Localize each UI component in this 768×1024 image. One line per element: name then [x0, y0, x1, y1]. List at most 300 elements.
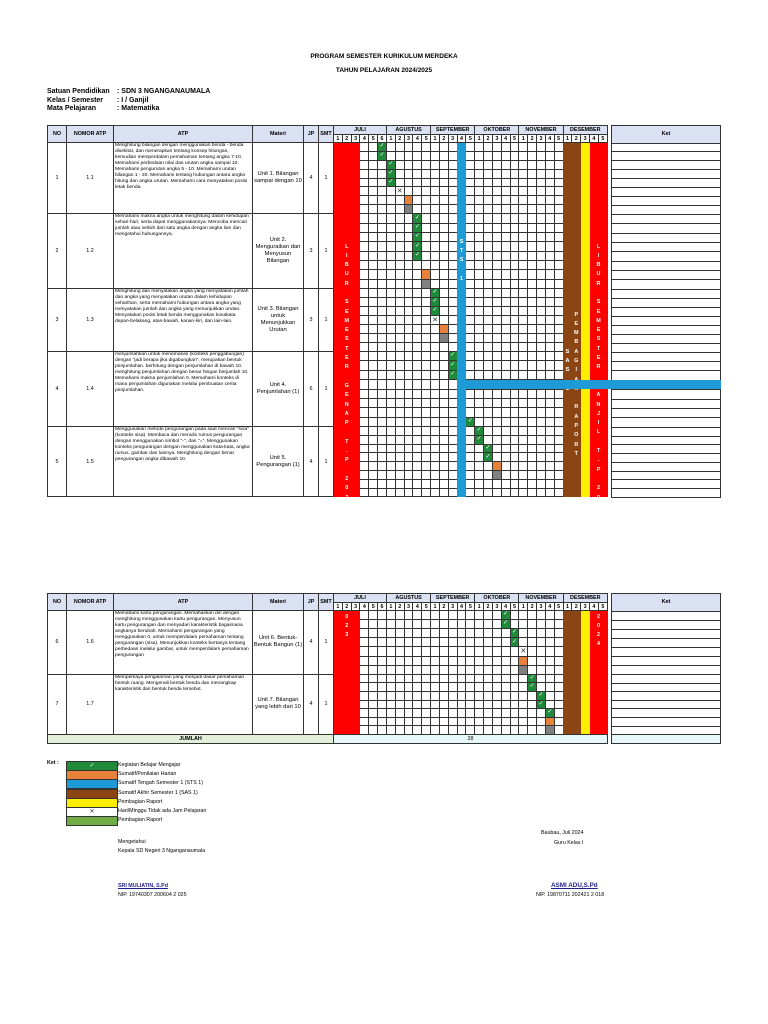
- week-cell: [422, 700, 431, 709]
- row-nomor-atp: 1.2: [67, 214, 114, 289]
- header-smt: SMT: [319, 126, 334, 143]
- kbm-check-icon: ✓: [448, 352, 457, 361]
- week-cell: [501, 398, 510, 407]
- week-cell: [466, 674, 475, 683]
- week-cell: [439, 223, 448, 232]
- week-cell: [484, 242, 493, 251]
- week-cell: [484, 298, 493, 307]
- week-cell: [484, 279, 493, 288]
- week-cell: [404, 479, 413, 488]
- week-cell: [501, 261, 510, 270]
- week-cell: [413, 479, 422, 488]
- week-cell: [386, 488, 395, 497]
- kbm-check-icon: ✓: [475, 427, 484, 436]
- week-cell: [386, 187, 395, 196]
- week-cell: [475, 470, 484, 479]
- sumatif-harian-cell: [545, 717, 554, 726]
- week-cell: [439, 298, 448, 307]
- week-cell: [395, 647, 404, 656]
- week-cell: [413, 620, 422, 629]
- week-cell: [484, 674, 493, 683]
- week-cell: [360, 343, 369, 352]
- week-cell: [484, 325, 493, 334]
- week-cell: [528, 398, 537, 407]
- week-cell: [404, 261, 413, 270]
- week-cell: [378, 488, 387, 497]
- week-cell: [369, 427, 378, 436]
- row-materi: Unit 3. Bilangan untuk Menunjukkan Urutan: [253, 289, 304, 352]
- week-cell: [413, 665, 422, 674]
- week-cell: [422, 380, 431, 389]
- week-cell: [484, 417, 493, 426]
- week-cell: [492, 427, 501, 436]
- kbm-check-icon: ✓: [484, 444, 493, 453]
- gray-cell: [519, 665, 528, 674]
- week-cell: [413, 325, 422, 334]
- week-cell: [404, 289, 413, 298]
- week-cell: [395, 298, 404, 307]
- row-nomor-atp: 1.1: [67, 143, 114, 214]
- row-smt: 1: [319, 214, 334, 289]
- kepala-title: Kepala SD Negeri 3 Nganganaumala: [118, 848, 206, 854]
- week-cell: [510, 479, 519, 488]
- week-cell: [448, 674, 457, 683]
- week-cell: [404, 726, 413, 735]
- week-cell: [360, 196, 369, 205]
- week-cell: [395, 629, 404, 638]
- gray-cell: [439, 334, 448, 343]
- week-cell: [537, 717, 546, 726]
- week-cell: [378, 214, 387, 223]
- week-cell: [537, 160, 546, 169]
- week-cell: [413, 307, 422, 316]
- week-cell: [431, 700, 440, 709]
- week-cell: [431, 380, 440, 389]
- week-cell: [386, 700, 395, 709]
- week-cell: [395, 242, 404, 251]
- week-cell: [484, 389, 493, 398]
- week-cell: [404, 700, 413, 709]
- week-cell: [545, 444, 554, 453]
- week-cell: [545, 169, 554, 178]
- week-number: 4: [457, 135, 466, 143]
- mengetahui-label: Mengetahui: [118, 839, 146, 845]
- week-cell: [484, 665, 493, 674]
- week-number: 5: [422, 603, 431, 611]
- kbm-check-icon: ✓: [386, 178, 395, 187]
- week-cell: [439, 270, 448, 279]
- week-number: 2: [528, 603, 537, 611]
- week-cell: [545, 620, 554, 629]
- ket-cell: [612, 161, 721, 170]
- week-number: 2: [572, 135, 581, 143]
- week-cell: [386, 665, 395, 674]
- week-cell: [501, 435, 510, 444]
- week-cell: [519, 408, 528, 417]
- week-cell: [519, 717, 528, 726]
- week-cell: [422, 196, 431, 205]
- week-cell: [519, 214, 528, 223]
- week-cell: [413, 691, 422, 700]
- week-cell: [537, 361, 546, 370]
- week-cell: [510, 261, 519, 270]
- month-header: NOVEMBER: [519, 594, 563, 603]
- week-cell: [466, 232, 475, 241]
- week-cell: [413, 700, 422, 709]
- week-cell: [545, 334, 554, 343]
- week-cell: [369, 289, 378, 298]
- week-cell: [537, 307, 546, 316]
- week-cell: [431, 620, 440, 629]
- week-cell: [457, 674, 466, 683]
- week-cell: [386, 298, 395, 307]
- week-cell: [378, 453, 387, 462]
- week-cell: [484, 638, 493, 647]
- week-cell: [501, 638, 510, 647]
- week-cell: [386, 151, 395, 160]
- week-cell: [466, 665, 475, 674]
- week-cell: [554, 647, 563, 656]
- week-cell: [386, 289, 395, 298]
- week-cell: [422, 398, 431, 407]
- week-cell: [501, 665, 510, 674]
- week-cell: [484, 427, 493, 436]
- week-cell: [528, 334, 537, 343]
- week-cell: [413, 435, 422, 444]
- week-cell: [439, 196, 448, 205]
- row-no: 3: [48, 289, 67, 352]
- week-cell: [369, 462, 378, 471]
- week-number: 4: [413, 603, 422, 611]
- legend-title: Ket :: [47, 760, 59, 766]
- week-cell: [545, 408, 554, 417]
- week-cell: [554, 298, 563, 307]
- week-cell: [422, 232, 431, 241]
- week-cell: [545, 279, 554, 288]
- week-cell: [501, 700, 510, 709]
- week-cell: [537, 270, 546, 279]
- week-cell: [439, 160, 448, 169]
- week-cell: [439, 427, 448, 436]
- week-cell: [528, 726, 537, 735]
- week-cell: [537, 444, 546, 453]
- week-cell: [448, 151, 457, 160]
- week-cell: [448, 242, 457, 251]
- kbm-check-icon: ✓: [413, 251, 422, 260]
- week-cell: [475, 674, 484, 683]
- week-cell: [386, 709, 395, 718]
- week-cell: [422, 389, 431, 398]
- week-cell: [484, 214, 493, 223]
- kbm-check-icon: ✓: [413, 242, 422, 251]
- week-cell: [360, 656, 369, 665]
- week-number: 5: [510, 135, 519, 143]
- week-cell: [360, 665, 369, 674]
- week-cell: [422, 408, 431, 417]
- week-cell: [360, 611, 369, 620]
- week-cell: [422, 151, 431, 160]
- week-cell: [475, 717, 484, 726]
- week-cell: [545, 242, 554, 251]
- week-cell: [537, 709, 546, 718]
- week-cell: [439, 279, 448, 288]
- week-cell: [422, 205, 431, 214]
- week-cell: [386, 453, 395, 462]
- week-cell: [404, 620, 413, 629]
- week-cell: [492, 370, 501, 379]
- week-number: 4: [501, 135, 510, 143]
- week-cell: [501, 334, 510, 343]
- week-cell: [492, 408, 501, 417]
- ket-cell: [612, 289, 721, 298]
- week-cell: [395, 361, 404, 370]
- week-cell: [537, 665, 546, 674]
- week-cell: [378, 205, 387, 214]
- week-cell: [484, 178, 493, 187]
- week-cell: [369, 298, 378, 307]
- week-cell: [448, 343, 457, 352]
- week-cell: [492, 717, 501, 726]
- week-cell: [475, 361, 484, 370]
- week-cell: [537, 251, 546, 260]
- no-lesson-x-icon: ✕: [520, 647, 527, 655]
- row-smt: 1: [319, 352, 334, 427]
- week-cell: [431, 408, 440, 417]
- week-number: 3: [581, 135, 590, 143]
- week-cell: [484, 223, 493, 232]
- week-cell: [492, 151, 501, 160]
- week-cell: [510, 196, 519, 205]
- week-cell: [369, 352, 378, 361]
- week-cell: [404, 251, 413, 260]
- week-cell: [528, 289, 537, 298]
- week-cell: [386, 408, 395, 417]
- week-cell: [528, 638, 537, 647]
- week-cell: [501, 408, 510, 417]
- ket-cell: [612, 280, 721, 289]
- week-cell: [475, 178, 484, 187]
- week-cell: [554, 726, 563, 735]
- ket-cell: [612, 188, 721, 197]
- week-cell: [492, 343, 501, 352]
- week-cell: [484, 143, 493, 152]
- ket-cell: [612, 480, 721, 489]
- week-cell: [360, 726, 369, 735]
- week-cell: [554, 435, 563, 444]
- ket-cell: [612, 152, 721, 161]
- week-cell: [439, 620, 448, 629]
- week-cell: [475, 143, 484, 152]
- week-cell: [554, 232, 563, 241]
- week-cell: [466, 427, 475, 436]
- kbm-check-icon: ✓: [510, 638, 519, 647]
- week-cell: [360, 325, 369, 334]
- week-cell: [510, 389, 519, 398]
- week-cell: [484, 479, 493, 488]
- week-cell: [528, 223, 537, 232]
- week-cell: [545, 665, 554, 674]
- ket-cell: [612, 307, 721, 316]
- week-cell: [422, 334, 431, 343]
- week-cell: [439, 398, 448, 407]
- week-cell: [475, 709, 484, 718]
- week-cell: [466, 691, 475, 700]
- info-value: : Matematika: [117, 105, 160, 112]
- doc-year: TAHUN PELAJARAN 2024/2025: [335, 67, 433, 74]
- week-cell: [395, 691, 404, 700]
- week-cell: [519, 700, 528, 709]
- week-cell: [475, 205, 484, 214]
- week-cell: [431, 709, 440, 718]
- week-cell: [519, 196, 528, 205]
- week-cell: [537, 488, 546, 497]
- week-cell: [501, 453, 510, 462]
- week-cell: [395, 160, 404, 169]
- week-cell: [439, 289, 448, 298]
- week-cell: [537, 462, 546, 471]
- week-cell: [484, 629, 493, 638]
- week-cell: [475, 647, 484, 656]
- week-number: 5: [422, 135, 431, 143]
- week-cell: [369, 435, 378, 444]
- week-cell: [431, 462, 440, 471]
- legend-label: Pembagian Raport: [118, 817, 163, 824]
- kbm-check-icon: ✓: [528, 683, 537, 692]
- row-materi: Unit 7. Bilangan yang lebih dari 10: [253, 674, 304, 734]
- week-cell: [369, 638, 378, 647]
- week-cell: [528, 389, 537, 398]
- week-cell: [528, 187, 537, 196]
- legend-label: Sumatif/Penilaian Harian: [118, 771, 177, 778]
- week-cell: [501, 674, 510, 683]
- week-number: 5: [598, 135, 607, 143]
- week-cell: [439, 361, 448, 370]
- week-cell: [554, 178, 563, 187]
- week-cell: [510, 270, 519, 279]
- week-cell: [448, 261, 457, 270]
- week-cell: [510, 488, 519, 497]
- week-cell: [519, 726, 528, 735]
- week-number: 1: [563, 603, 572, 611]
- week-cell: [484, 435, 493, 444]
- week-cell: [545, 462, 554, 471]
- week-cell: [369, 214, 378, 223]
- week-cell: [369, 232, 378, 241]
- week-cell: [475, 683, 484, 692]
- week-number: 5: [466, 603, 475, 611]
- month-header: DESEMBER: [563, 126, 607, 135]
- week-cell: [369, 683, 378, 692]
- week-cell: [501, 214, 510, 223]
- week-cell: [395, 178, 404, 187]
- header-no: NO: [48, 594, 67, 611]
- week-cell: [466, 435, 475, 444]
- week-cell: [404, 352, 413, 361]
- week-cell: [510, 726, 519, 735]
- schedule-table-1: [47, 125, 608, 497]
- week-cell: [501, 427, 510, 436]
- week-cell: [378, 307, 387, 316]
- week-cell: [457, 709, 466, 718]
- week-cell: [484, 289, 493, 298]
- week-cell: [404, 398, 413, 407]
- week-cell: [545, 214, 554, 223]
- week-number: 2: [484, 135, 493, 143]
- week-cell: [386, 389, 395, 398]
- week-cell: [360, 488, 369, 497]
- week-cell: [404, 307, 413, 316]
- week-cell: [395, 620, 404, 629]
- week-cell: [413, 160, 422, 169]
- week-cell: [528, 647, 537, 656]
- week-cell: [501, 389, 510, 398]
- week-cell: [501, 270, 510, 279]
- week-cell: [386, 242, 395, 251]
- week-cell: [492, 398, 501, 407]
- week-cell: [519, 205, 528, 214]
- week-cell: [448, 298, 457, 307]
- week-cell: [431, 325, 440, 334]
- week-cell: [395, 435, 404, 444]
- week-number: 2: [484, 603, 493, 611]
- week-cell: [501, 205, 510, 214]
- week-cell: [422, 665, 431, 674]
- week-cell: [439, 674, 448, 683]
- week-cell: [545, 398, 554, 407]
- week-cell: [545, 647, 554, 656]
- week-cell: [554, 361, 563, 370]
- week-cell: [395, 289, 404, 298]
- week-cell: [484, 370, 493, 379]
- week-cell: [466, 334, 475, 343]
- week-cell: [545, 187, 554, 196]
- week-cell: [475, 665, 484, 674]
- week-cell: [537, 726, 546, 735]
- week-cell: [519, 289, 528, 298]
- week-cell: [360, 307, 369, 316]
- week-cell: [360, 380, 369, 389]
- week-cell: [404, 232, 413, 241]
- week-cell: [431, 279, 440, 288]
- ket-cell: [612, 343, 721, 352]
- ket-cell: [612, 362, 721, 371]
- week-cell: [413, 261, 422, 270]
- libur-semester-ganjil-band-cont: [590, 611, 608, 735]
- week-cell: [501, 251, 510, 260]
- week-cell: [395, 470, 404, 479]
- week-cell: [431, 427, 440, 436]
- ket-cell: [612, 489, 721, 498]
- week-cell: [475, 232, 484, 241]
- week-cell: [369, 316, 378, 325]
- week-cell: [386, 417, 395, 426]
- week-cell: [439, 629, 448, 638]
- week-cell: [431, 638, 440, 647]
- week-cell: [537, 656, 546, 665]
- week-cell: [484, 398, 493, 407]
- week-cell: [501, 629, 510, 638]
- week-cell: [378, 270, 387, 279]
- week-cell: [413, 279, 422, 288]
- week-cell: [422, 435, 431, 444]
- week-cell: [395, 380, 404, 389]
- week-cell: [554, 691, 563, 700]
- week-cell: [492, 444, 501, 453]
- week-cell: [404, 656, 413, 665]
- gray-cell: [422, 279, 431, 288]
- week-cell: [537, 683, 546, 692]
- week-cell: [466, 214, 475, 223]
